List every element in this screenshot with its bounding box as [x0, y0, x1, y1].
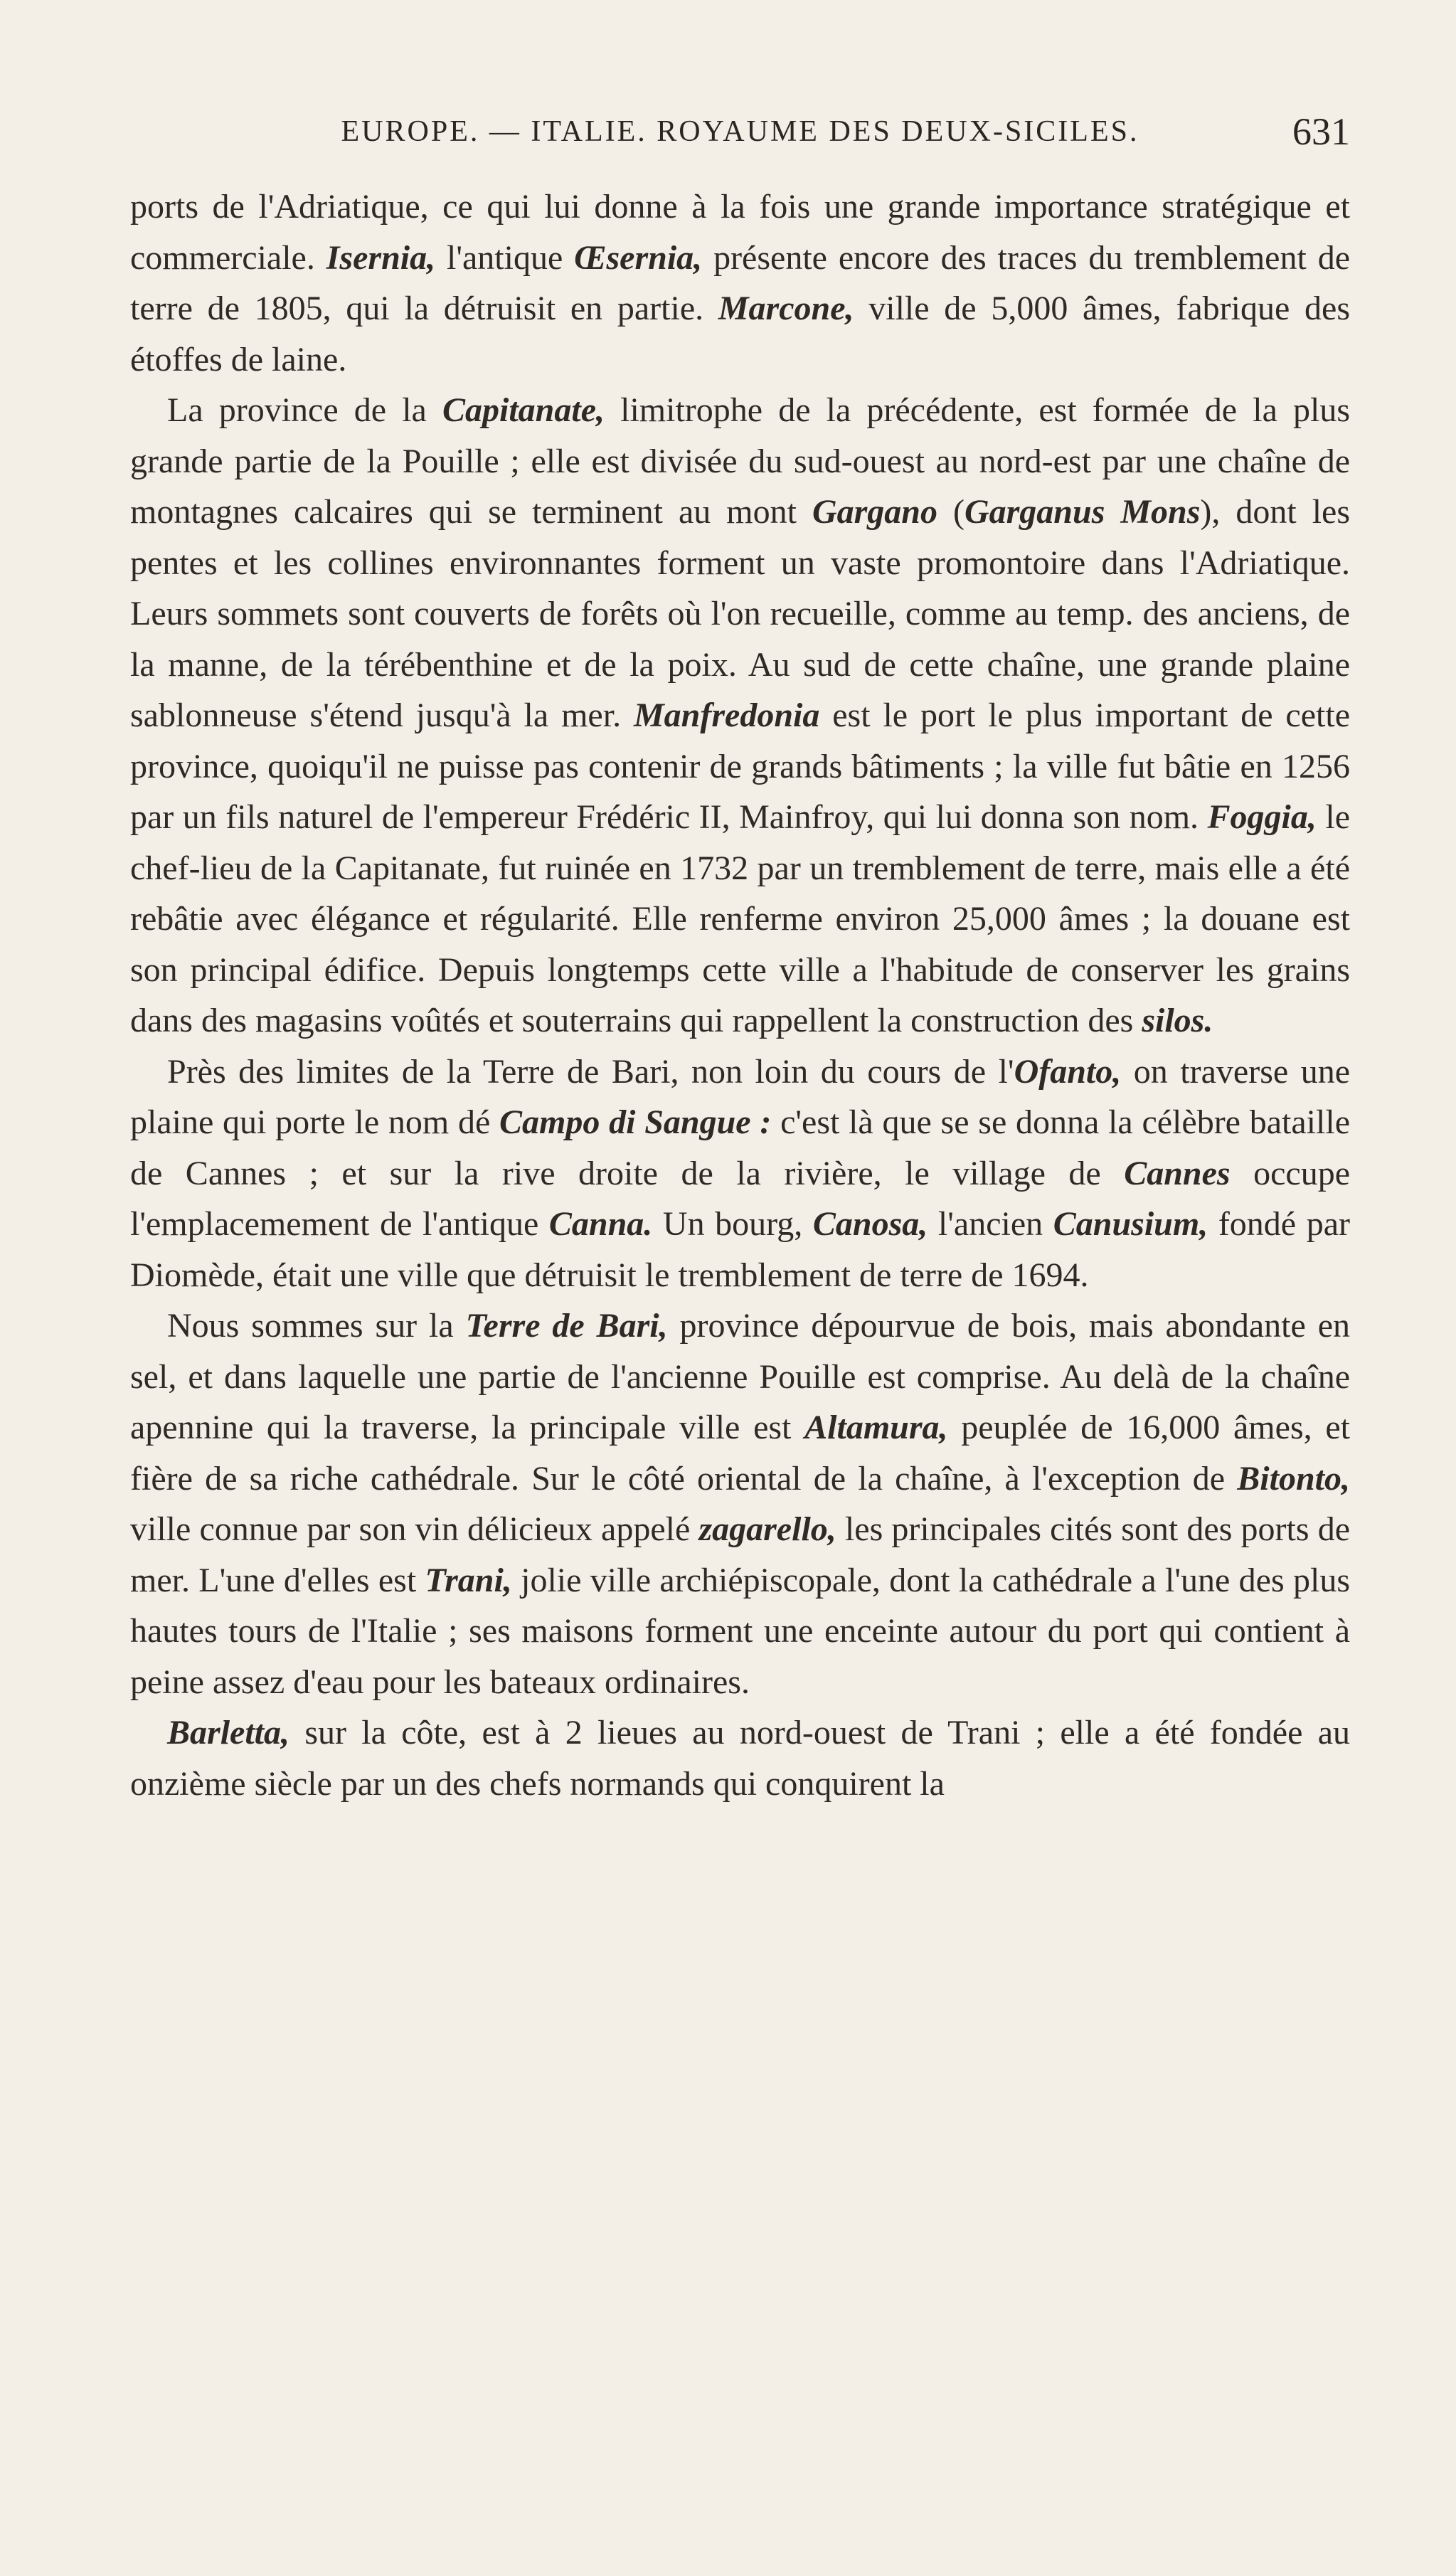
paragraph [130, 385, 1350, 1046]
italic-term: Ofanto, [1014, 1052, 1122, 1091]
italic-term: Marcone, [718, 290, 854, 327]
text-run: province dépourvue de bois, mais abondante en sel, et dans laquelle une partie de l'ancienne Pouille est comprise. Au delà de la chaîne apennine qui la traverse, la principale ville est [130, 1307, 1351, 1446]
page-number: 631 [1292, 110, 1350, 153]
text-run: peuplée de 16,000 âmes, et fière de sa riche cathédrale. Sur le côté oriental de la chaîne, à l'exception de [130, 1409, 1350, 1498]
page-header [130, 107, 1350, 157]
body-text [130, 181, 1350, 1809]
text-run: les principales cités sont des ports de mer. L'une d'elles est [130, 1510, 1350, 1599]
italic-term: Isernia, [326, 238, 436, 277]
text-run: sur la côte, est à 2 lieues au nord-ouest de Trani ; elle a été fondée au onzième siècle par un des chefs normands qui conquirent la [130, 1714, 1350, 1803]
italic-term: Capitanate, [442, 391, 605, 429]
italic-term: Barletta, [167, 1714, 290, 1751]
text-run: c'est là que se se donna la célèbre bataille de Cannes ; et sur la rive droite de la rivière, le village de [130, 1103, 1350, 1192]
text-run: l'antique [435, 238, 575, 277]
text-run: fondé par Diomède, était une ville que détruisit le tremblement de terre de 1694. [130, 1205, 1350, 1294]
text-run: le chef-lieu de la Capitanate, fut ruinée en 1732 par un tremblement de terre, mais elle a été rebâtie avec élégance et régularité. Elle renferme environ 25,000 âmes ; la douane est son principal édifice. Depuis longtemps cette ville a l'habitude de conserver les grains dans des magasins voûtés et souterrains qui rappellent la construction des [130, 798, 1351, 1039]
italic-term: Bitonto, [1237, 1459, 1350, 1498]
italic-term: Altamura, [804, 1409, 948, 1446]
text-run: limitrophe de la précédente, est formée de la plus grande partie de la Pouille ; elle est divisée du sud-ouest au nord-est par une chaîne de montagnes calcaires qui se terminent au mont [130, 391, 1351, 531]
italic-term: Canosa, [812, 1205, 928, 1243]
text-run: La province de la [167, 391, 442, 429]
text-run: Près des limites de la Terre de Bari, non loin du cours de l' [167, 1052, 1014, 1091]
text-run: Nous sommes sur la [167, 1307, 466, 1345]
italic-term: Trani, [425, 1561, 512, 1599]
paragraph [130, 181, 1350, 385]
paragraph [130, 1300, 1350, 1707]
italic-term: Terre de Bari, [465, 1307, 668, 1345]
text-run: ), dont les pentes et les collines environnantes forment un vaste promontoire dans l'Adriatique. Leurs sommets sont couverts de forêts où l'on recueille, comme au temp. des anciens, de la manne, de la térébenthine et de la poix. Au sud de cette chaîne, une grande plaine sablonneuse s'étend jusqu'à la mer. [130, 493, 1351, 734]
paragraph [130, 1046, 1350, 1301]
text-run: occupe l'emplacemement de l'antique [130, 1154, 1351, 1243]
italic-term: Gargano [812, 493, 937, 531]
italic-term: Canusium, [1053, 1205, 1208, 1243]
text-run: ( [937, 493, 965, 531]
italic-term: Campo di Sangue : [499, 1103, 772, 1141]
italic-term: Cannes [1124, 1154, 1231, 1192]
italic-term: silos. [1142, 1002, 1213, 1039]
text-run: Un bourg, [652, 1205, 813, 1243]
italic-term: Œsernia, [574, 238, 703, 277]
italic-term: Garganus Mons [964, 493, 1201, 531]
text-run: ville de 5,000 âmes, fabrique des étoffes de laine. [130, 290, 1351, 378]
text-run: présente encore des traces du tremblement de terre de 1805, qui la détruisit en partie. [130, 238, 1350, 327]
italic-term: zagarello, [698, 1510, 836, 1548]
italic-term: Manfredonia [633, 696, 820, 734]
text-run: on traverse une plaine qui porte le nom dé [130, 1052, 1351, 1141]
text-run: ports de l'Adriatique, ce qui lui donne à la fois une grande importance stratégique et commerciale. [130, 188, 1350, 277]
paragraph [130, 1707, 1350, 1809]
text-run: est le port le plus important de cette province, quoiqu'il ne puisse pas contenir de grands bâtiments ; la ville fut bâtie en 1256 par un fils naturel de l'empereur Frédéric II, Mainfroy, qui lui donna son nom. [130, 696, 1350, 836]
running-head: EUROPE. — ITALIE. ROYAUME DES DEUX-SICILES. [341, 115, 1139, 148]
italic-term: Foggia, [1207, 798, 1317, 836]
text-run: ville connue par son vin délicieux appelé [130, 1510, 699, 1548]
italic-term: Canna. [548, 1205, 653, 1243]
text-run: jolie ville archiépiscopale, dont la cathédrale a l'une des plus hautes tours de l'Italie ; ses maisons forment une enceinte autour du port qui contient à peine assez d'eau pour les bateaux ordinaires. [130, 1561, 1351, 1701]
text-run: l'ancien [928, 1205, 1053, 1243]
